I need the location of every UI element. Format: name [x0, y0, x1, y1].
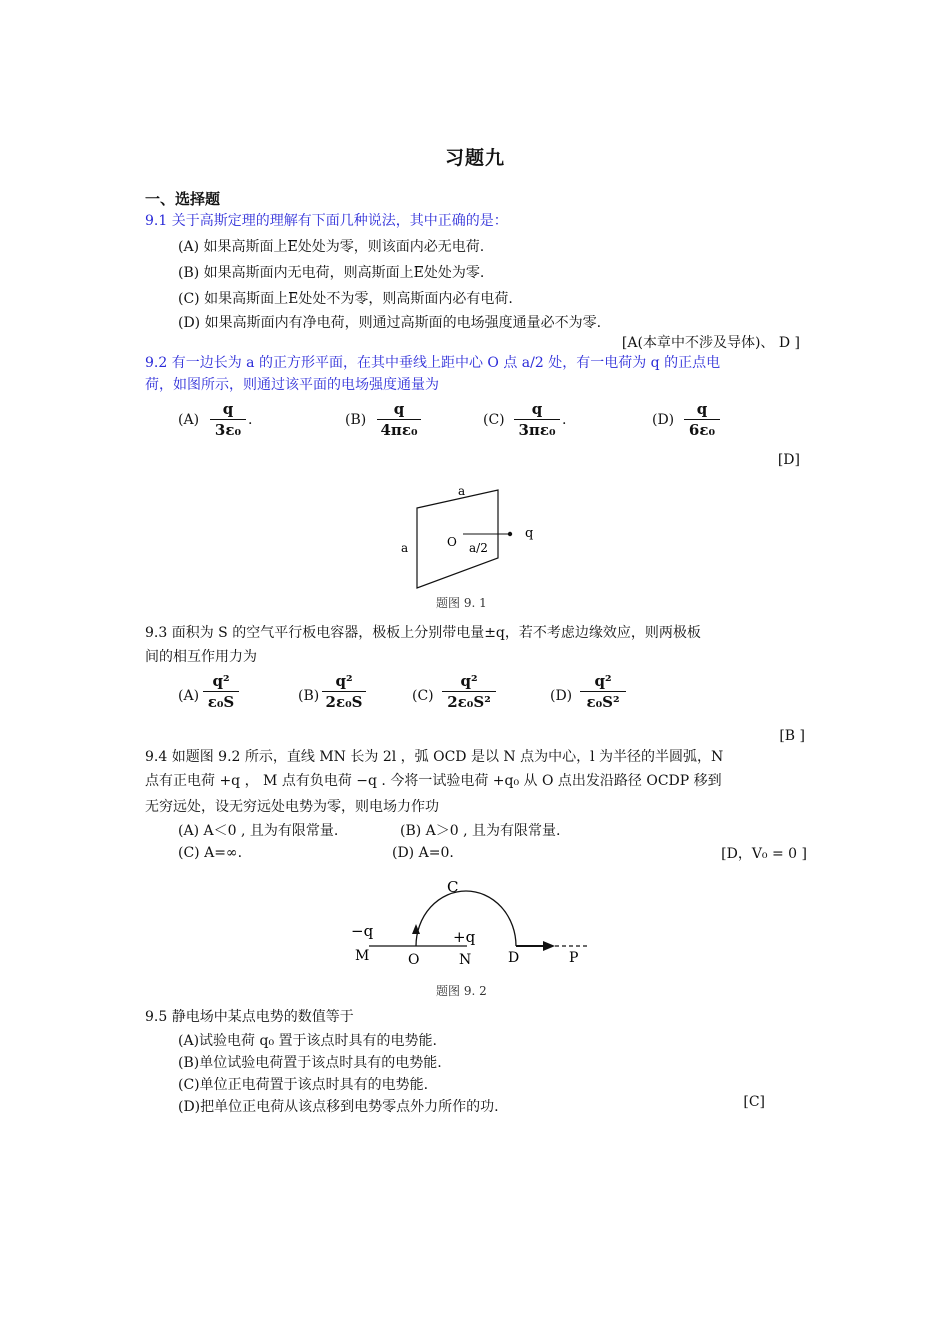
label-p: P [569, 950, 579, 966]
question-9-3-stem-line1: 9.3 面积为 S 的空气平行板电容器，极板上分别带电量±q，若不考虑边缘效应，则两极板 [145, 625, 701, 641]
fraction-bar [580, 691, 626, 692]
page-title: 习题九 [444, 147, 505, 169]
numerator: q² [212, 672, 230, 690]
option-text: 处处为零，则该面内必无电荷. [297, 239, 485, 255]
square-plane [417, 490, 498, 588]
question-9-1-option-b [178, 262, 484, 282]
question-9-5-option-b: (B)单位试验电荷置于该点时具有的电势能. [178, 1055, 442, 1071]
option-label: (B) [298, 688, 320, 704]
denominator: 6ε₀ [688, 421, 716, 439]
option-c-fraction [514, 400, 560, 439]
figure-9-1 [395, 480, 555, 595]
question-9-4-line3: 无穷远处，设无穷远处电势为零，则电场力作功 [145, 799, 439, 815]
option-a-fraction [203, 672, 239, 711]
question-9-2-stem-line1: 9.2 有一边长为 a 的正方形平面，在其中垂线上距中心 O 点 a/2 处，有一电荷为 q 的正点电 [145, 355, 721, 371]
option-tail: . [562, 412, 567, 428]
path-arrowhead [543, 941, 555, 951]
numerator: q [696, 400, 708, 418]
label-o: O [408, 952, 420, 968]
label-d: D [508, 950, 520, 966]
option-tail: . [248, 412, 253, 428]
vector-e: E [413, 265, 424, 281]
label-n: N [459, 952, 472, 968]
question-9-1-answer: [A(本章中不涉及导体)、 D ] [621, 335, 800, 351]
question-9-1-option-c [178, 288, 513, 308]
vector-e: E [287, 239, 298, 255]
denominator: 3πε₀ [518, 421, 556, 439]
label-half-a: a/2 [469, 541, 488, 555]
option-label: (B) [345, 412, 367, 428]
question-9-5-option-a: (A)试验电荷 q₀ 置于该点时具有的电势能. [178, 1033, 437, 1049]
denominator: 3ε₀ [214, 421, 242, 439]
fraction-bar [322, 691, 366, 692]
option-label: (C) [483, 412, 505, 428]
question-9-3-answer: [B ] [779, 728, 805, 744]
numerator: q² [594, 672, 612, 690]
option-label: (A) [178, 688, 200, 704]
option-text: (C) 如果高斯面上 [178, 291, 289, 307]
question-9-2-answer: [D] [777, 452, 800, 468]
section-heading: 一、选择题 [145, 190, 221, 208]
numerator: q [531, 400, 543, 418]
numerator: q [393, 400, 405, 418]
figure-9-2 [345, 872, 595, 972]
option-a-fraction [210, 400, 246, 439]
label-positive-q: +q [453, 928, 476, 946]
numerator: q² [335, 672, 353, 690]
question-9-4-line2: 点有正电荷 +q ， M 点有负电荷 −q . 今将一试验电荷 +q₀ 从 O 点出发沿路径 OCDP 移到 [145, 773, 722, 789]
point-charge-dot [508, 532, 512, 536]
option-label: (A) [178, 412, 200, 428]
figure-9-2-caption: 题图 9. 2 [436, 984, 487, 998]
option-d-fraction [684, 400, 720, 439]
option-text: 处处不为零，则高斯面内必有电荷. [298, 291, 513, 307]
fraction-bar [514, 419, 560, 420]
option-text: (B) 如果高斯面内无电荷，则高斯面上 [178, 265, 414, 281]
option-label: (D) [550, 688, 573, 704]
numerator: q [222, 400, 234, 418]
question-9-5-stem: 9.5 静电场中某点电势的数值等于 [145, 1009, 354, 1025]
question-9-4-answer: [D，V₀ = 0 ] [721, 846, 807, 862]
question-9-5-answer: [C] [743, 1094, 765, 1110]
question-9-4-option-c: (C) A=∞. [178, 845, 243, 861]
option-b-fraction [322, 672, 366, 711]
question-9-1-option-d: (D) 如果高斯面内有净电荷，则通过高斯面的电场强度通量必不为零. [178, 315, 602, 331]
label-negative-q: −q [351, 922, 374, 940]
denominator: 2ε₀S² [447, 693, 491, 711]
figure-9-1-caption: 题图 9. 1 [436, 596, 487, 610]
numerator: q² [460, 672, 478, 690]
question-9-3-stem-line2: 间的相互作用力为 [145, 649, 257, 665]
question-9-4-option-b: (B) A＞0 , 且为有限常量. [400, 823, 561, 839]
question-9-5-option-d: (D)把单位正电荷从该点移到电势零点外力所作的功. [178, 1099, 499, 1115]
option-text: 处处为零. [423, 265, 485, 281]
fraction-bar [210, 419, 246, 420]
option-d-fraction [580, 672, 626, 711]
option-text: (A) 如果高斯面上 [178, 239, 288, 255]
question-9-2-stem-line2: 荷，如图所示，则通过该平面的电场强度通量为 [145, 377, 439, 393]
fraction-bar [377, 419, 421, 420]
vector-e: E [288, 291, 299, 307]
fraction-bar [203, 691, 239, 692]
question-9-4-option-d: (D) A=0. [392, 845, 454, 861]
label-a-top: a [458, 484, 466, 498]
option-c-fraction [442, 672, 496, 711]
label-a-left: a [401, 541, 409, 555]
question-9-1-stem: 9.1 关于高斯定理的理解有下面几种说法，其中正确的是： [145, 213, 508, 229]
fraction-bar [442, 691, 496, 692]
question-9-1-option-a [178, 236, 484, 256]
denominator: ε₀S² [586, 693, 620, 711]
label-c: C [447, 878, 459, 896]
option-label: (C) [412, 688, 434, 704]
question-9-4-option-a: (A) A＜0 , 且为有限常量. [178, 823, 339, 839]
denominator: 2ε₀S [325, 693, 363, 711]
option-label: (D) [652, 412, 675, 428]
question-9-4-line1: 9.4 如题图 9.2 所示，直线 MN 长为 2l ，弧 OCD 是以 N 点为中心，l 为半径的半圆弧，N [145, 749, 724, 765]
fraction-bar [684, 419, 720, 420]
option-b-fraction [377, 400, 421, 439]
label-q: q [525, 526, 534, 541]
denominator: ε₀S [207, 693, 235, 711]
label-m: M [355, 948, 370, 964]
label-o: O [447, 535, 457, 549]
question-9-5-option-c: (C)单位正电荷置于该点时具有的电势能. [178, 1077, 429, 1093]
denominator: 4πε₀ [380, 421, 418, 439]
